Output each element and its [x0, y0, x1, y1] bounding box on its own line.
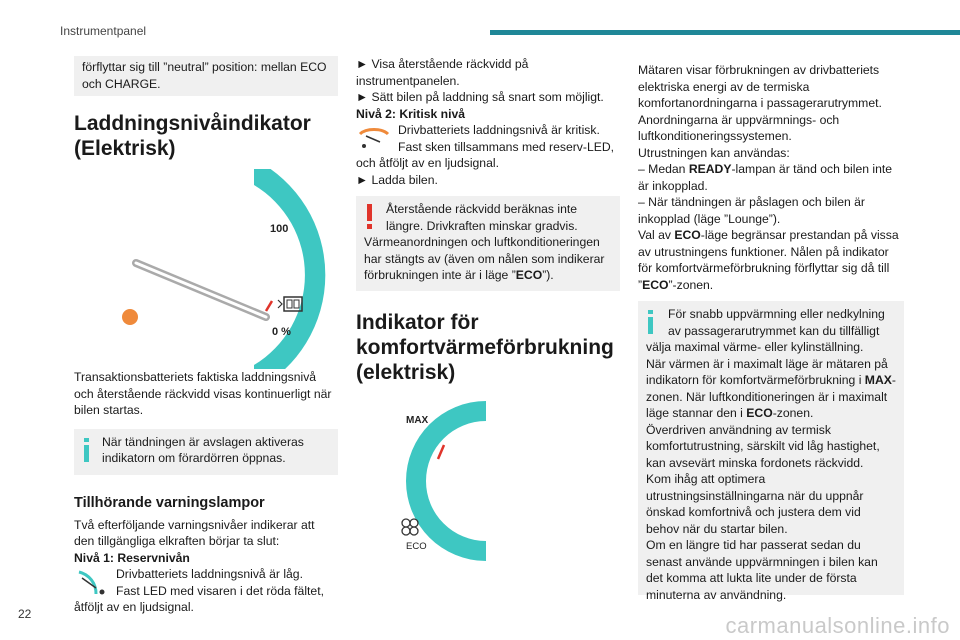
charge-body-text: Transaktionsbatteriets faktiska laddningsnivå och återstående räckvidd visas kontinuerligt när bilen startas.: [74, 370, 332, 417]
comfort-p3: [638, 161, 904, 194]
warning-intro-text: Två efterföljande varningsnivåer indikerar att den tillgängliga elkraften börjar ta slut:: [74, 517, 315, 548]
tip-note-box: [638, 301, 904, 602]
page-header-title: Instrumentpanel: [60, 24, 147, 38]
fan-icon: [402, 519, 418, 535]
warning-note-eco: ECO: [515, 268, 543, 282]
comfort-red-mark: [438, 445, 444, 459]
comfort-gauge: [356, 397, 620, 567]
column-3: [638, 62, 904, 602]
comfort-p2: Utrustningen kan användas:: [638, 145, 790, 160]
warning-lamps-title: Tillhörande varningslampor: [74, 494, 265, 511]
tip-line2: av passagerarutrymmet kan du tillfälligt: [668, 323, 880, 338]
comfort-p4: – När tändningen är påslagen och bilen är inkopplad (läge ”Lounge”).: [638, 195, 865, 226]
tip-rest2-e: -zonen.: [772, 406, 814, 420]
header-accent-bar: [490, 30, 960, 35]
comfort-top-label: MAX: [406, 414, 429, 426]
comfort-gauge-graphic: [356, 397, 620, 567]
tip-rest2-max: MAX: [864, 373, 892, 387]
tip-rest2-c: -zonen. När luftkonditioneringen är i maximalt läge stannar den i: [646, 373, 896, 420]
level2-line2: Fast sken tillsammans med reserv-LED,: [398, 139, 615, 154]
step-show-range: ► Visa återstående räckvidd på instrumentpanelen.: [356, 57, 529, 88]
warning-note-line1: Återstående räckvidd beräknas inte: [386, 202, 578, 216]
level1-row: [74, 566, 338, 599]
tip-rest4: Kom ihåg att optimera utrustningsinställningarna när du uppnår önskad komfortnivå och justera dem vid behov när du startar bilen.: [646, 472, 864, 536]
gauge-bottom-label: 0 %: [272, 326, 291, 338]
gauge-red-mark: [266, 301, 272, 311]
tip-rest3: Överdriven användning av termisk komfortutrustning, särskilt vid låg hastighet, kan avsevärt minska fordonets räckvidd.: [646, 422, 880, 470]
level2-row: [356, 122, 620, 155]
comfort-p5: [638, 227, 904, 293]
tip-rest2: [646, 356, 896, 422]
level1-line1: Drivbatteriets laddningsnivå är låg.: [116, 567, 303, 581]
comfort-p3-a: – Medan: [638, 162, 689, 176]
warning-note-box: [356, 196, 620, 291]
charge-gauge: [74, 169, 338, 369]
comfort-p5-c: -läge begränsar prestandan på vissa av utrustningens funktioner. Nålen på indikator för komfortvärmeförbrukning förflyttar sig då till ”: [638, 228, 899, 292]
watermark-text: carmanualsonline.info: [725, 612, 950, 638]
step-charge-car: ► Ladda bilen.: [356, 172, 438, 187]
column-2: [356, 56, 620, 567]
reserve-led-icon: [122, 309, 138, 325]
step-charge-soon: ► Sätt bilen på laddning så snart som möjligt.: [356, 90, 604, 104]
intro-box: [74, 56, 338, 96]
charge-indicator-title: Laddningsnivåindikator (Elektrisk): [74, 112, 311, 160]
info-note-text: När tändningen är avslagen aktiveras indikatorn om förardörren öppnas.: [102, 434, 304, 465]
battery-icon: [278, 297, 302, 311]
comfort-p1: Mätaren visar förbrukningen av drivbatteriets elektriska energi av de termiska komfortanordningarna i passagerarutrymmet. Anordningarna är uppvärmnings- och luftkonditioneringssystemen.: [638, 63, 882, 143]
tip-line1: För snabb uppvärmning eller nedkylning: [668, 307, 885, 321]
tip-rest1: välja maximal värme- eller kylinställning.: [646, 340, 864, 354]
level1-line2: Fast LED med visaren i det röda fältet,: [116, 583, 324, 598]
warning-note-line2: längre. Drivkraften minskar gradvis.: [386, 218, 578, 233]
level2-line1: Drivbatteriets laddningsnivå är kritisk.: [398, 123, 600, 137]
comfort-p3-c: -lampan är tänd och bilen inte är inkopplad.: [638, 162, 893, 193]
comfort-p5-eco: ECO: [674, 228, 701, 242]
gauge-arc: [254, 169, 325, 369]
gauge-top-label: 100: [270, 223, 289, 235]
level1-line3: åtföljt av en ljudsignal.: [74, 600, 194, 614]
tip-rest2-eco: ECO: [746, 406, 773, 420]
comfort-p5-a: Val av: [638, 228, 675, 242]
info-note-box: [74, 429, 338, 475]
tip-rest5: Om en längre tid har passerat sedan du senast använde uppvärmningen i bilen kan det komma att lukta lite under de första minuterna av användning.: [646, 538, 878, 602]
warning-note-rest: [364, 234, 612, 284]
charge-gauge-graphic: [74, 169, 338, 369]
info-icon-2: [644, 307, 658, 337]
comfort-p5-e: ”-zonen.: [668, 277, 714, 292]
column-1: [74, 56, 338, 616]
comfort-p5-eco2: ECO: [642, 277, 669, 292]
info-icon: [80, 435, 94, 465]
intro-text: förflyttar sig till ”neutral” position: mellan ECO och CHARGE.: [82, 60, 327, 91]
comfort-p3-ready: READY: [688, 162, 732, 176]
level2-title: Nivå 2: Kritisk nivå: [356, 106, 466, 121]
exclamation-icon: [362, 202, 376, 232]
level1-title: Nivå 1: Reservnivån: [74, 550, 190, 565]
critical-warning-icon: [356, 124, 392, 152]
page-number: 22: [18, 607, 32, 621]
comfort-indicator-title: Indikator för komfortvärmeförbrukning (elektrisk): [356, 310, 614, 384]
warning-note-rest-a: Värmeanordningen och luftkonditioneringen har stängts av (även om nålen som indikerar förbrukningen inte är i läge ”: [364, 235, 605, 282]
reserve-warning-icon: [74, 568, 110, 596]
level2-line3: och åtföljt av en ljudsignal.: [356, 156, 499, 170]
comfort-bottom-label: ECO: [406, 540, 427, 552]
tip-rest2-a: När värmen är i maximalt läge är mätaren på indikatorn för komfortvärmeförbrukning i: [646, 356, 888, 387]
warning-note-rest-b: ”).: [542, 268, 554, 282]
